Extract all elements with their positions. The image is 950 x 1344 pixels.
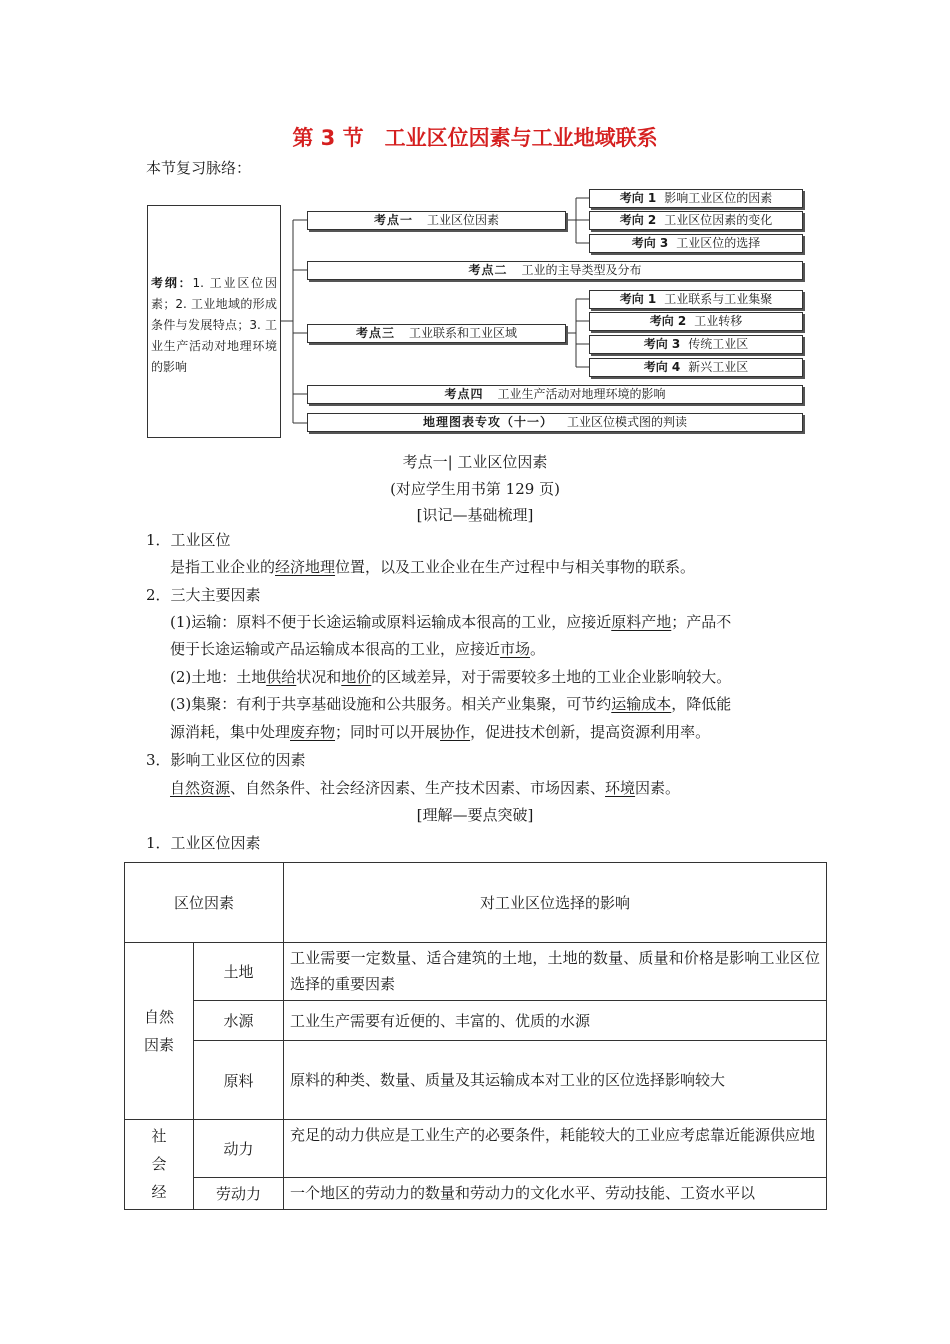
agglomeration-line-1 <box>170 694 810 714</box>
topic-name: 工业生产活动对地理环境的影响 <box>497 387 666 401</box>
topic-name: 工业联系和工业区域 <box>409 326 518 340</box>
agglomeration-line-2 <box>170 722 710 742</box>
topic-box-2 <box>307 261 803 280</box>
outline-label: 考纲： <box>151 276 193 290</box>
answer-span: 环境 <box>605 779 636 797</box>
text-span: 便于长途运输或产品运输成本很高的工业，应接近 <box>170 640 501 658</box>
topic-box-1 <box>307 211 566 230</box>
direction-tag: 考向 3 <box>643 337 681 351</box>
group-social <box>125 1120 194 1210</box>
topic-tag: 地理图表专攻（十一） <box>422 415 553 429</box>
basic-review-label: [识记—基础梳理] <box>416 506 534 524</box>
effect-cell: 工业生产需要有近便的、丰富的、优质的水源 <box>284 1001 827 1041</box>
text-span: 的区域差异，对于需要较多土地的工业企业影响较大。 <box>371 668 732 686</box>
table-row <box>125 1001 827 1041</box>
topic-name: 工业区位因素 <box>427 213 500 227</box>
review-label: 本节复习脉络： <box>146 159 252 177</box>
direction-box-1-2 <box>589 211 803 230</box>
topic-name: 工业区位模式图的判读 <box>567 415 688 429</box>
text-span: ；产品不 <box>671 613 732 631</box>
answer-span: 经济地理 <box>275 558 336 576</box>
answer-span: 协作 <box>440 723 471 741</box>
topic-tag: 考点二 <box>468 263 508 277</box>
effect-cell: 原料的种类、数量、质量及其运输成本对工业的区位选择影响较大 <box>284 1041 827 1120</box>
factor-cell: 土地 <box>194 943 284 1001</box>
direction-box-1-3 <box>589 234 803 253</box>
topic-tag: 考点一 <box>373 213 413 227</box>
section-heading: 考点一| 工业区位因素 <box>402 453 548 471</box>
text-span: 状况和 <box>296 668 342 686</box>
group-char: 社 <box>151 1127 167 1145</box>
direction-box-3-2 <box>589 312 803 331</box>
answer-span: 运输成本 <box>611 695 672 713</box>
land-line <box>170 667 731 687</box>
direction-name: 新兴工业区 <box>688 360 749 374</box>
table-header-row <box>125 863 827 943</box>
exam-outline-box <box>147 205 281 438</box>
direction-box-3-4 <box>589 358 803 377</box>
transport-line-2 <box>170 639 545 659</box>
understanding-label: [理解—要点突破] <box>416 806 534 824</box>
direction-name: 影响工业区位的因素 <box>664 191 773 205</box>
text-span: (1)运输：原料不便于长途运输或原料运输成本很高的工业，应接近 <box>170 613 612 631</box>
direction-box-1-1 <box>589 189 803 208</box>
direction-name: 工业转移 <box>694 314 743 328</box>
text-span: 是指工业企业的 <box>170 558 276 576</box>
direction-name: 传统工业区 <box>688 337 749 351</box>
direction-tag: 考向 2 <box>649 314 687 328</box>
item-4-heading: 1．工业区位因素 <box>146 834 261 852</box>
item-3-heading: 3．影响工业区位的因素 <box>146 751 306 769</box>
answer-span: 自然资源 <box>170 779 231 797</box>
item-1-text <box>170 557 695 577</box>
transport-line-1 <box>170 612 810 632</box>
direction-tag: 考向 1 <box>619 191 657 205</box>
table-row <box>125 943 827 1001</box>
answer-span: 废弃物 <box>290 723 336 741</box>
header-factor: 区位因素 <box>125 863 284 943</box>
group-char: 经 <box>151 1183 167 1201</box>
effect-cell: 工业需要一定数量、适合建筑的土地，土地的数量、质量和价格是影响工业区位选择的重要因素 <box>284 943 827 1001</box>
section-page-ref: (对应学生用书第 129 页) <box>390 480 560 498</box>
text-span: ；同时可以开展 <box>335 723 441 741</box>
topic-box-4 <box>307 385 803 404</box>
text-span: 。 <box>530 640 546 658</box>
location-factors-table <box>124 862 827 1210</box>
direction-box-3-3 <box>589 335 803 354</box>
effect-cell: 一个地区的劳动力的数量和劳动力的文化水平、劳动技能、工资水平以 <box>284 1178 827 1210</box>
factor-cell: 原料 <box>194 1041 284 1120</box>
text-span: 因素。 <box>635 779 681 797</box>
item-3-text <box>170 778 680 798</box>
text-span: (2)土地：土地 <box>170 668 267 686</box>
text-span: 、自然条件、社会经济因素、生产技术因素、市场因素、 <box>230 779 606 797</box>
answer-span: 原料产地 <box>611 613 672 631</box>
topic-box-5 <box>307 413 803 432</box>
direction-tag: 考向 1 <box>619 292 657 306</box>
table-row <box>125 1120 827 1178</box>
topic-tag: 考点三 <box>355 326 395 340</box>
outline-text: 1. 工业区位因素；2. 工业地域的形成条件与发展特点；3. 工业生产活动对地理环境的影响 <box>151 276 277 374</box>
topic-tag: 考点四 <box>444 387 484 401</box>
text-span: ，降低能 <box>671 695 732 713</box>
text-span: 位置，以及工业企业在生产过程中与相关事物的联系。 <box>335 558 696 576</box>
topic-name: 工业的主导类型及分布 <box>521 263 642 277</box>
table-row <box>125 1178 827 1210</box>
effect-cell: 充足的动力供应是工业生产的必要条件，耗能较大的工业应考虑靠近能源供应地 <box>284 1120 827 1178</box>
answer-span: 供给 <box>266 668 297 686</box>
factor-cell: 动力 <box>194 1120 284 1178</box>
direction-name: 工业区位因素的变化 <box>664 213 773 227</box>
page-title: 第 3 节 工业区位因素与工业地域联系 <box>292 126 658 150</box>
text-span: ，促进技术创新，提高资源利用率。 <box>470 723 711 741</box>
table-row <box>125 1041 827 1120</box>
group-char: 会 <box>151 1155 167 1173</box>
factor-cell: 劳动力 <box>194 1178 284 1210</box>
direction-tag: 考向 2 <box>619 213 657 227</box>
answer-span: 地价 <box>341 668 372 686</box>
direction-tag: 考向 4 <box>643 360 681 374</box>
item-1-heading: 1．工业区位 <box>146 531 231 549</box>
item-2-heading: 2．三大主要因素 <box>146 586 261 604</box>
header-effect: 对工业区位选择的影响 <box>284 863 827 943</box>
direction-tag: 考向 3 <box>631 236 669 250</box>
text-span: 源消耗，集中处理 <box>170 723 291 741</box>
text-span: (3)集聚：有利于共享基础设施和公共服务。相关产业集聚，可节约 <box>170 695 612 713</box>
answer-span: 市场 <box>500 640 531 658</box>
topic-box-3 <box>307 324 566 343</box>
direction-box-3-1 <box>589 290 803 309</box>
group-natural: 自然因素 <box>125 943 194 1120</box>
direction-name: 工业联系与工业集聚 <box>664 292 773 306</box>
factor-cell: 水源 <box>194 1001 284 1041</box>
direction-name: 工业区位的选择 <box>676 236 761 250</box>
